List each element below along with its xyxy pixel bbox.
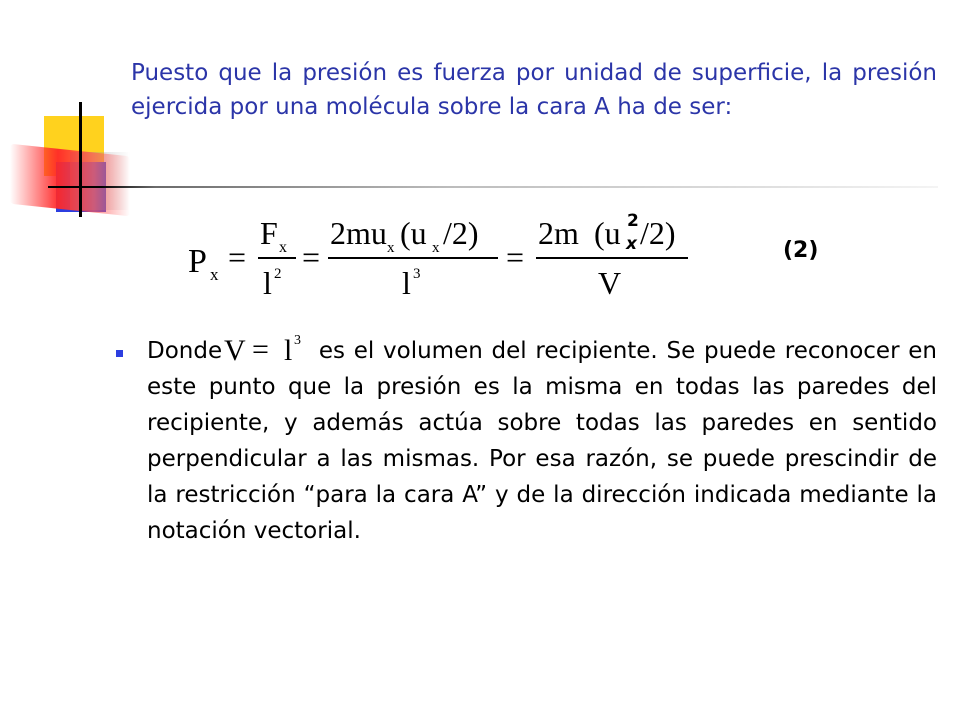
term3-num-b: (u — [594, 215, 621, 251]
volume-inline-formula — [222, 333, 310, 365]
intro-paragraph: Puesto que la presión es fuerza por unidad de superficie, la presión ejercida por una molécula sobre la cara A ha de ser: — [131, 60, 937, 120]
term3-num-c: /2) — [640, 215, 676, 251]
math-exponent: 3 — [294, 333, 302, 348]
definition-lead: Donde — [147, 338, 223, 364]
term1-den-exponent: 2 — [274, 266, 282, 282]
term1-numerator: F — [260, 215, 278, 251]
term2-num-b: (u — [400, 215, 427, 251]
term2-num-c: /2) — [443, 215, 479, 251]
decor-horizontal-rule — [48, 186, 938, 188]
term2-num-subscript: x — [387, 240, 395, 256]
term3-denominator: V — [598, 265, 622, 301]
term1-denominator: l — [263, 265, 272, 301]
decor-red-glow — [10, 144, 130, 217]
term2-denominator: l — [402, 265, 411, 301]
bullet-square-icon — [116, 350, 123, 357]
equals-1: = — [228, 239, 247, 275]
math-l: l — [284, 334, 293, 365]
lhs-symbol: P — [188, 243, 207, 280]
term3-num-exponent: 2 — [627, 211, 639, 231]
equals-3: = — [506, 239, 525, 275]
math-equals: = — [252, 333, 270, 365]
definition-paragraph — [147, 333, 937, 549]
math-v: V — [224, 334, 246, 365]
term2-num-a: 2mu — [330, 215, 387, 251]
equation-number: (2) — [783, 238, 819, 263]
pressure-formula — [180, 196, 700, 306]
term1-num-subscript: x — [279, 239, 287, 256]
lhs-subscript: x — [210, 265, 219, 284]
term3-num-subscript: x — [626, 234, 637, 254]
term2-den-exponent: 3 — [413, 266, 421, 282]
term3-num-a: 2m — [538, 215, 579, 251]
definition-rest: es el volumen del recipiente. Se puede reconocer en este punto que la presión es la misma en todas las paredes del recipiente, y además actúa sobre todas las paredes en sentido perpendicular a las mismas. Por esa razón, se puede prescindir de la restricción “para la cara A” y de la dirección indicada mediante la notación vectorial. — [147, 338, 937, 544]
equals-2: = — [302, 239, 321, 275]
term2-num-subscript-2: x — [432, 240, 440, 256]
decor-vertical-line — [79, 102, 82, 217]
